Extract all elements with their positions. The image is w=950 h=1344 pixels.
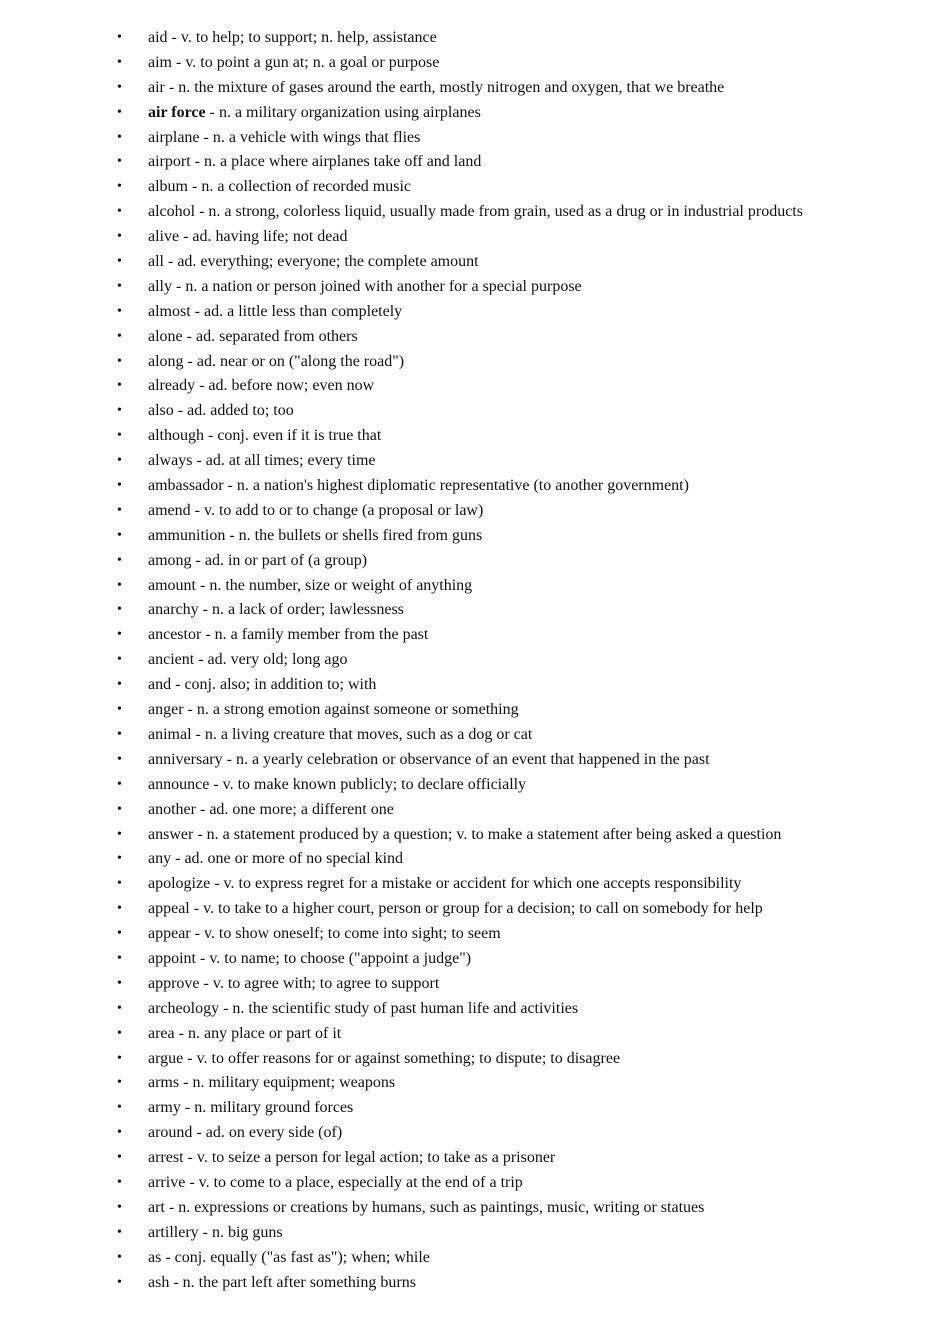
list-item xyxy=(0,673,950,698)
list-item xyxy=(0,872,950,897)
entry-term: announce xyxy=(148,775,210,793)
list-item xyxy=(0,1071,950,1096)
entry-definition: - v. to offer reasons for or against something; to dispute; to disagree xyxy=(183,1049,621,1067)
entry-term: answer xyxy=(148,825,194,843)
document-page xyxy=(0,26,950,1295)
bullet-icon: • xyxy=(117,303,122,319)
list-item xyxy=(0,997,950,1022)
bullet-icon: • xyxy=(117,851,122,867)
bullet-icon: • xyxy=(117,1025,122,1041)
bullet-icon: • xyxy=(117,1050,122,1066)
entry-definition: - n. military ground forces xyxy=(180,1099,354,1117)
list-item xyxy=(0,150,950,175)
list-item xyxy=(0,474,950,499)
bullet-icon: • xyxy=(117,552,122,568)
bullet-icon: • xyxy=(117,1174,122,1190)
entry-term: ash xyxy=(148,1273,170,1291)
bullet-icon: • xyxy=(117,428,122,444)
list-item xyxy=(0,947,950,972)
entry-term: archeology xyxy=(148,999,220,1017)
list-item xyxy=(0,350,950,375)
list-item xyxy=(0,897,950,922)
bullet-icon: • xyxy=(117,204,122,220)
entry-definition: - n. expressions or creations by humans, such as paintings, music, writing or statues xyxy=(164,1198,705,1216)
bullet-icon: • xyxy=(117,901,122,917)
entry-definition: - v. to point a gun at; n. a goal or purpose xyxy=(172,53,440,71)
bullet-icon: • xyxy=(117,179,122,195)
bullet-icon: • xyxy=(117,478,122,494)
entry-term: anger xyxy=(148,701,184,719)
list-item xyxy=(0,26,950,51)
bullet-icon: • xyxy=(117,1199,122,1215)
entry-definition: - ad. near or on ("along the road") xyxy=(183,352,405,370)
entry-definition: - ad. one or more of no special kind xyxy=(171,850,404,868)
list-item xyxy=(0,773,950,798)
entry-term: air xyxy=(148,78,165,96)
bullet-icon: • xyxy=(117,328,122,344)
entry-term: army xyxy=(148,1099,181,1117)
entry-term: alcohol xyxy=(148,203,196,221)
list-item xyxy=(0,1047,950,1072)
list-item xyxy=(0,499,950,524)
bullet-icon: • xyxy=(117,1274,122,1290)
entry-term: alone xyxy=(148,327,183,345)
list-item xyxy=(0,524,950,549)
bullet-icon: • xyxy=(117,926,122,942)
bullet-icon: • xyxy=(117,602,122,618)
entry-term: ally xyxy=(148,277,172,295)
entry-definition: - ad. having life; not dead xyxy=(179,228,348,246)
entry-term: although xyxy=(148,427,204,445)
entry-definition: - n. a military organization using airplanes xyxy=(205,103,481,121)
bullet-icon: • xyxy=(117,627,122,643)
entry-term: apologize xyxy=(148,875,211,893)
entry-term: ancient xyxy=(148,651,195,669)
list-item xyxy=(0,300,950,325)
entry-definition: - n. a family member from the past xyxy=(201,626,429,644)
list-item xyxy=(0,1022,950,1047)
bullet-icon: • xyxy=(117,453,122,469)
entry-term: anniversary xyxy=(148,750,223,768)
list-item xyxy=(0,972,950,997)
entry-term: art xyxy=(148,1198,165,1216)
list-item xyxy=(0,51,950,76)
entry-term: appear xyxy=(148,925,191,943)
entry-term: anarchy xyxy=(148,601,199,619)
entry-term: arrest xyxy=(148,1149,184,1167)
entry-term: amount xyxy=(148,576,196,594)
entry-term: ancestor xyxy=(148,626,202,644)
bullet-icon: • xyxy=(117,652,122,668)
entry-term: almost xyxy=(148,302,191,320)
bullet-icon: • xyxy=(117,502,122,518)
list-item xyxy=(0,798,950,823)
list-item xyxy=(0,648,950,673)
entry-term: appeal xyxy=(148,900,190,918)
list-item xyxy=(0,1221,950,1246)
entry-definition: - n. a nation's highest diplomatic representative (to another government) xyxy=(223,477,689,495)
bullet-icon: • xyxy=(117,751,122,767)
list-item xyxy=(0,748,950,773)
entry-term: area xyxy=(148,1024,175,1042)
entry-term: alive xyxy=(148,228,180,246)
bullet-icon: • xyxy=(117,1150,122,1166)
bullet-icon: • xyxy=(117,54,122,70)
list-item xyxy=(0,424,950,449)
bullet-icon: • xyxy=(117,403,122,419)
entry-term: argue xyxy=(148,1049,184,1067)
entry-term: appoint xyxy=(148,949,196,967)
entry-definition: - v. to express regret for a mistake or accident for which one accepts responsibility xyxy=(210,875,742,893)
list-item xyxy=(0,374,950,399)
bullet-icon: • xyxy=(117,79,122,95)
bullet-icon: • xyxy=(117,104,122,120)
entry-definition: - n. the mixture of gases around the earth, mostly nitrogen and oxygen, that we breathe xyxy=(164,78,725,96)
entry-definition: - n. the scientific study of past human life and activities xyxy=(219,999,579,1017)
entry-definition: - conj. equally ("as fast as"); when; while xyxy=(161,1248,430,1266)
entry-definition: - v. to seize a person for legal action; to take as a prisoner xyxy=(183,1149,556,1167)
entry-term: air force xyxy=(148,103,206,121)
list-item xyxy=(0,1146,950,1171)
entry-definition: - v. to name; to choose ("appoint a judge") xyxy=(196,949,472,967)
entry-term: amend xyxy=(148,501,191,519)
entry-term: aim xyxy=(148,53,172,71)
bullet-icon: • xyxy=(117,129,122,145)
bullet-icon: • xyxy=(117,776,122,792)
list-item xyxy=(0,225,950,250)
list-item xyxy=(0,101,950,126)
entry-term: along xyxy=(148,352,184,370)
entry-term: also xyxy=(148,402,174,420)
bullet-icon: • xyxy=(117,702,122,718)
entry-definition: - ad. added to; too xyxy=(173,402,294,420)
bullet-icon: • xyxy=(117,577,122,593)
list-item xyxy=(0,1271,950,1296)
bullet-icon: • xyxy=(117,229,122,245)
entry-term: album xyxy=(148,178,188,196)
entry-term: around xyxy=(148,1124,193,1142)
entry-term: always xyxy=(148,452,193,470)
entry-term: approve xyxy=(148,974,200,992)
entry-term: as xyxy=(148,1248,162,1266)
entry-term: arrive xyxy=(148,1173,186,1191)
list-item xyxy=(0,1121,950,1146)
list-item xyxy=(0,922,950,947)
list-item xyxy=(0,126,950,151)
list-item xyxy=(0,823,950,848)
entry-definition: - ad. very old; long ago xyxy=(194,651,348,669)
entry-definition: - n. a strong, colorless liquid, usually made from grain, used as a drug or in industrial products xyxy=(195,203,803,221)
entry-definition: - n. a nation or person joined with another for a special purpose xyxy=(172,277,582,295)
entry-definition: - v. to agree with; to agree to support xyxy=(199,974,440,992)
entry-term: ammunition xyxy=(148,526,226,544)
entry-term: all xyxy=(148,253,164,271)
entry-definition: - n. a strong emotion against someone or something xyxy=(183,701,519,719)
list-item xyxy=(0,1171,950,1196)
list-item xyxy=(0,1196,950,1221)
entry-definition: - v. to come to a place, especially at the end of a trip xyxy=(185,1173,523,1191)
entry-definition: - ad. on every side (of) xyxy=(192,1124,343,1142)
entry-term: airport xyxy=(148,153,191,171)
bullet-icon: • xyxy=(117,30,122,45)
entry-term: among xyxy=(148,551,192,569)
list-item xyxy=(0,250,950,275)
entry-definition: - ad. in or part of (a group) xyxy=(191,551,368,569)
bullet-icon: • xyxy=(117,154,122,170)
bullet-icon: • xyxy=(117,1249,122,1265)
list-item xyxy=(0,175,950,200)
bullet-icon: • xyxy=(117,378,122,394)
entry-term: already xyxy=(148,377,196,395)
bullet-icon: • xyxy=(117,1075,122,1091)
entry-definition: - n. military equipment; weapons xyxy=(179,1074,396,1092)
bullet-icon: • xyxy=(117,950,122,966)
entry-definition: - n. a yearly celebration or observance of an event that happened in the past xyxy=(222,750,710,768)
entry-term: arms xyxy=(148,1074,180,1092)
entry-definition: - n. a place where airplanes take off and land xyxy=(190,153,482,171)
bullet-icon: • xyxy=(117,1000,122,1016)
bullet-icon: • xyxy=(117,677,122,693)
list-item xyxy=(0,623,950,648)
bullet-icon: • xyxy=(117,1125,122,1141)
list-item xyxy=(0,1096,950,1121)
entry-definition: - v. to make known publicly; to declare officially xyxy=(209,775,527,793)
entry-definition: - v. to show oneself; to come into sight; to seem xyxy=(190,925,501,943)
bullet-icon: • xyxy=(117,254,122,270)
list-item xyxy=(0,325,950,350)
list-item xyxy=(0,847,950,872)
entry-definition: - n. a collection of recorded music xyxy=(188,178,412,196)
entry-definition: - conj. also; in addition to; with xyxy=(171,676,377,694)
entry-term: aid xyxy=(148,29,168,46)
list-item xyxy=(0,449,950,474)
entry-term: another xyxy=(148,800,196,818)
entry-term: animal xyxy=(148,725,192,743)
list-item xyxy=(0,399,950,424)
entry-definition: - n. any place or part of it xyxy=(174,1024,342,1042)
bullet-icon: • xyxy=(117,801,122,817)
entry-term: airplane xyxy=(148,128,200,146)
entry-definition: - v. to help; to support; n. help, assistance xyxy=(167,29,437,46)
entry-definition: - n. a lack of order; lawlessness xyxy=(198,601,404,619)
bullet-icon: • xyxy=(117,826,122,842)
entry-definition: - conj. even if it is true that xyxy=(204,427,382,445)
list-item xyxy=(0,574,950,599)
list-item xyxy=(0,275,950,300)
list-item xyxy=(0,598,950,623)
entry-definition: - n. big guns xyxy=(198,1223,283,1241)
entry-definition: - v. to take to a higher court, person or group for a decision; to call on somebody for help xyxy=(189,900,763,918)
list-item xyxy=(0,698,950,723)
entry-definition: - ad. one more; a different one xyxy=(195,800,394,818)
list-item xyxy=(0,76,950,101)
entry-definition: - n. the part left after something burns xyxy=(169,1273,416,1291)
bullet-icon: • xyxy=(117,353,122,369)
entry-definition: - n. the bullets or shells fired from guns xyxy=(225,526,483,544)
entry-definition: - ad. a little less than completely xyxy=(190,302,403,320)
entry-term: artillery xyxy=(148,1223,199,1241)
list-item xyxy=(0,549,950,574)
entry-definition: - ad. at all times; every time xyxy=(192,452,376,470)
entry-definition: - n. a vehicle with wings that flies xyxy=(199,128,421,146)
entry-term: ambassador xyxy=(148,477,224,495)
bullet-icon: • xyxy=(117,1224,122,1240)
list-item xyxy=(0,1246,950,1271)
bullet-icon: • xyxy=(117,975,122,991)
entry-definition: - ad. everything; everyone; the complete amount xyxy=(164,253,479,271)
entry-definition: - n. a statement produced by a question; v. to make a statement after being asked a question xyxy=(193,825,782,843)
bullet-icon: • xyxy=(117,278,122,294)
entry-definition: - ad. separated from others xyxy=(182,327,358,345)
list-item xyxy=(0,200,950,225)
entry-term: any xyxy=(148,850,172,868)
bullet-icon: • xyxy=(117,726,122,742)
entry-definition: - v. to add to or to change (a proposal or law) xyxy=(190,501,484,519)
bullet-icon: • xyxy=(117,876,122,892)
bullet-icon: • xyxy=(117,1100,122,1116)
list-item xyxy=(0,723,950,748)
entry-term: and xyxy=(148,676,172,694)
entry-definition: - n. a living creature that moves, such as a dog or cat xyxy=(191,725,533,743)
entry-definition: - ad. before now; even now xyxy=(195,377,375,395)
vocabulary-list xyxy=(0,26,950,1295)
entry-definition: - n. the number, size or weight of anything xyxy=(196,576,473,594)
bullet-icon: • xyxy=(117,527,122,543)
